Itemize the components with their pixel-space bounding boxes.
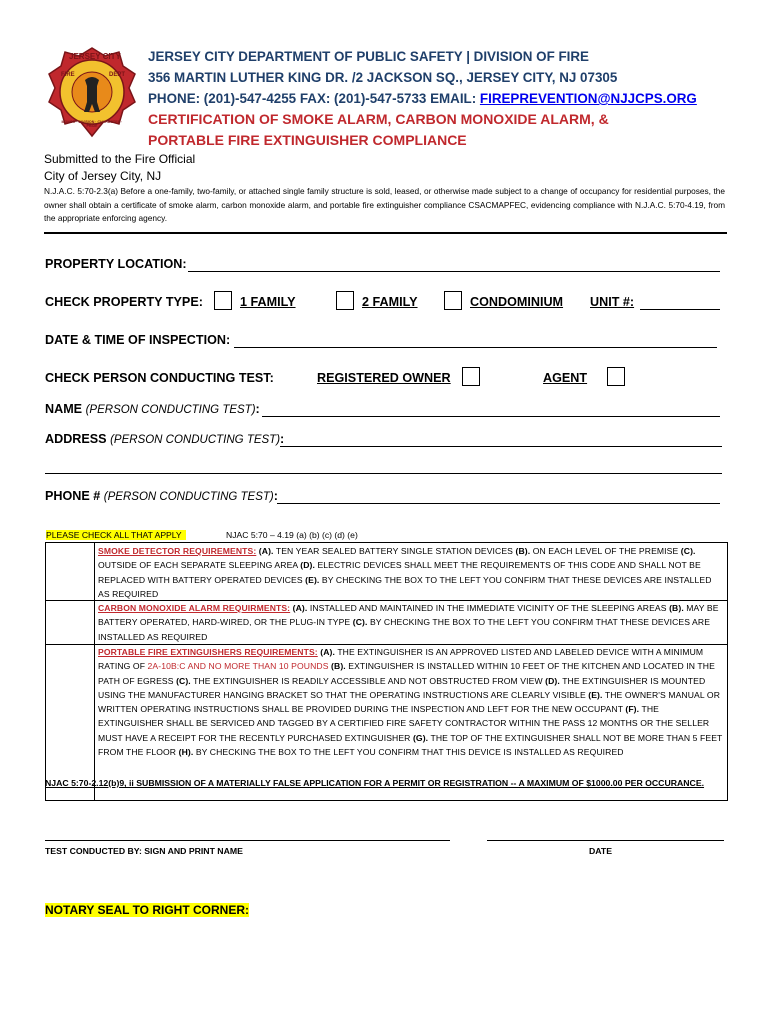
- form-title-line1: CERTIFICATION OF SMOKE ALARM, CARBON MONOXIDE ALARM, &: [148, 111, 609, 127]
- divider: [44, 232, 727, 234]
- address-colon: :: [280, 432, 285, 446]
- smoke-c-tag: (C).: [680, 546, 696, 556]
- smoke-c: OUTSIDE OF EACH SEPARATE SLEEPING AREA: [98, 560, 301, 571]
- registered-owner-label: REGISTERED OWNER: [317, 371, 451, 385]
- smoke-checkbox-cell[interactable]: [46, 543, 94, 600]
- name-note: (PERSON CONDUCTING TEST): [85, 404, 256, 416]
- co-c-tag: (C).: [352, 617, 368, 628]
- submitted-city: City of Jersey City, NJ: [44, 169, 162, 183]
- logo-bottom-text: MONOR · DIVISION · CHARACTER · PRIDE: [61, 120, 123, 128]
- checkbox-column-divider: [94, 543, 95, 800]
- logo-top-text: JERSEY CITY: [69, 52, 121, 61]
- department-address: 356 MARTIN LUTHER KING DR. /2 JACKSON SQ., JERSEY CITY, NJ 07305: [148, 70, 618, 85]
- agent-label: AGENT: [543, 371, 588, 385]
- penalty-notice: NJAC 5:70-2.12(b)9, ii SUBMISSION OF A MATERIALLY FALSE APPLICATION FOR A PERMIT OR REGISTRATION -- A MAXIMUM OF $1000.00 PER OCCURANCE.: [45, 778, 705, 788]
- unit-field[interactable]: [640, 309, 720, 310]
- fire-department-logo: [47, 46, 137, 138]
- pfe-f: THE EXTINGUISHER SHALL BE SERVICED AND TAGGED BY A CERTIFIED FIRE SAFETY CONTRACTOR WITHIN THE PASS 12 MONTHS OR THE SELLER MUST HAVE A RECEIPT FOR THE RECENTLY PURCHASED EXTINGUISHER: [98, 704, 710, 743]
- name-field[interactable]: [262, 416, 720, 417]
- date-label: DATE: [589, 846, 613, 856]
- address-field-line2[interactable]: [45, 473, 722, 474]
- pfe-heading: PORTABLE FIRE EXTINGUISHERS REQUIREMENTS:: [98, 647, 318, 657]
- name-colon: :: [255, 402, 260, 416]
- address-field[interactable]: [280, 446, 722, 447]
- logo-left-text: FIRE: [61, 72, 75, 78]
- pfe-f-tag: (F).: [625, 704, 640, 715]
- co-alarm-requirements: [98, 601, 724, 644]
- check-property-type-label: CHECK PROPERTY TYPE:: [45, 295, 203, 309]
- pfe-a: THE EXTINGUISHER IS AN APPROVED LISTED AND LABELED DEVICE WITH A MINIMUM RATING OF: [98, 647, 704, 672]
- signature-label: TEST CONDUCTED BY: SIGN AND PRINT NAME: [45, 846, 243, 856]
- name-label: [45, 402, 260, 416]
- pfe-g-tag: (G).: [412, 732, 429, 743]
- unit-label: UNIT #:: [590, 295, 635, 309]
- address-label: [45, 432, 284, 446]
- check-all-instruction: PLEASE CHECK ALL THAT APPLY: [46, 530, 186, 540]
- submitted-to: Submitted to the Fire Official: [44, 152, 196, 166]
- co-b: MAY BE BATTERY OPERATED, HARD-WIRED, OR THE PLUG-IN TYPE: [98, 603, 719, 628]
- property-location-field[interactable]: [188, 271, 720, 272]
- pfe-d: THE EXTINGUISHER IS MOUNTED USING THE MANUFACTURER HANGING BRACKET SO THAT THE OPERATING INSTRUCTIONS ARE CLEARLY VISIBLE: [98, 675, 706, 700]
- property-location-label: PROPERTY LOCATION:: [45, 257, 187, 271]
- co-c: BY CHECKING THE BOX TO THE LEFT YOU CONFIRM THAT THESE DEVICES ARE INSTALLED AS REQUIRED: [98, 617, 711, 642]
- co-checkbox-cell[interactable]: [46, 601, 94, 644]
- phone-fax: PHONE: (201)-547-4255 FAX: (201)-547-5733 EMAIL:: [148, 91, 480, 106]
- smoke-a-tag: (A).: [258, 546, 274, 556]
- co-a: INSTALLED AND MAINTAINED IN THE IMMEDIATE VICINITY OF THE SLEEPING AREAS: [307, 603, 670, 613]
- statute-paragraph: N.J.A.C. 5:70-2.3(a) Before a one-family, two-family, or attached single family structure is sold, leased, or otherwise made subject to a change of occupancy for residential purposes, the owner shall obtain a certificate of smoke alarm, carbon monoxide alarm, and portable fire extinguisher compliance CSACMAPFEC, evidencing compliance with N.J.A.C. 5:70-4.19, from the appropriate enforcing agency.: [44, 186, 725, 224]
- check-person-label: CHECK PERSON CONDUCTING TEST:: [45, 371, 274, 385]
- notary-seal-label: NOTARY SEAL TO RIGHT CORNER:: [45, 903, 250, 917]
- condominium-checkbox[interactable]: [444, 291, 462, 310]
- phone-colon: :: [273, 489, 278, 503]
- pfe-g: THE TOP OF THE EXTINGUISHER SHALL NOT BE MORE THAN 5 FEET FROM THE FLOOR: [98, 732, 723, 758]
- phone-field[interactable]: [277, 503, 720, 504]
- registered-owner-checkbox[interactable]: [462, 367, 480, 386]
- email-link[interactable]: FIREPREVENTION@NJJCPS.ORG: [479, 91, 697, 106]
- smoke-d: ELECTRIC DEVICES SHALL MEET THE REQUIREMENTS OF THIS CODE AND SHALL NOT BE REPLACED WITH BATTERY OPERATED DEVICES: [98, 560, 701, 585]
- pfe-c: THE EXTINGUISHER IS READILY ACCESSIBLE AND NOT OBSTRUCTED FROM VIEW: [190, 675, 546, 686]
- address-note: (PERSON CONDUCTING TEST): [110, 434, 281, 446]
- logo-right-text: DEPT: [109, 72, 126, 78]
- inspection-label: DATE & TIME OF INSPECTION:: [45, 333, 231, 347]
- name-text: NAME: [45, 402, 83, 416]
- condominium-label: CONDOMINIUM: [470, 295, 564, 309]
- phone-note: (PERSON CONDUCTING TEST): [103, 491, 274, 503]
- pfe-h: BY CHECKING THE BOX TO THE LEFT YOU CONFIRM THAT THIS DEVICE IS INSTALLED AS REQUIRED: [193, 747, 624, 758]
- co-heading: CARBON MONOXIDE ALARM REQUIRMENTS:: [98, 603, 291, 613]
- department-contact: [148, 90, 697, 107]
- signature-field[interactable]: [45, 840, 450, 841]
- one-family-checkbox[interactable]: [214, 291, 232, 310]
- smoke-b-tag: (B).: [515, 546, 531, 556]
- phone-label: [45, 489, 278, 503]
- smoke-a: TEN YEAR SEALED BATTERY SINGLE STATION DEVICES: [273, 546, 516, 556]
- address-text: ADDRESS: [45, 432, 107, 446]
- pfe-d-tag: (D).: [545, 675, 560, 686]
- co-a-tag: (A).: [292, 603, 308, 613]
- two-family-checkbox[interactable]: [336, 291, 354, 310]
- pfe-a-rating: 2A-10B:C AND NO MORE THAN 10 POUNDS: [147, 661, 329, 672]
- pfe-c-tag: (C).: [176, 675, 191, 686]
- pfe-h-tag: (H).: [178, 747, 194, 758]
- pfe-e: THE OWNER'S MANUAL OR WRITTEN OPERATING INSTRUCTIONS SHALL BE PROVIDED DURING THE INSPECTION AND LEFT FOR THE NEW OCCUPANT: [98, 689, 720, 715]
- date-field[interactable]: [487, 840, 724, 841]
- njac-reference: NJAC 5:70 – 4.19 (a) (b) (c) (d) (e): [226, 530, 358, 540]
- smoke-detector-requirements: [98, 544, 724, 601]
- smoke-d-tag: (D).: [300, 560, 315, 571]
- smoke-heading: SMOKE DETECTOR REQUIREMENTS:: [98, 546, 257, 556]
- department-name: JERSEY CITY DEPARTMENT OF PUBLIC SAFETY | DIVISION OF FIRE: [148, 49, 589, 64]
- phone-text: PHONE #: [45, 489, 101, 503]
- pfe-b: EXTINGUISHER IS INSTALLED WITHIN 10 FEET OF THE KITCHEN AND LOCATED IN THE PATH OF EGRESS: [98, 661, 715, 686]
- requirements-table: [45, 542, 728, 801]
- smoke-e: BY CHECKING THE BOX TO THE LEFT YOU CONFIRM THAT THESE DEVICES ARE INSTALLED AS REQUIRED: [98, 574, 712, 599]
- two-family-label: 2 FAMILY: [362, 295, 418, 309]
- co-b-tag: (B).: [669, 603, 684, 613]
- extinguisher-requirements: [98, 645, 724, 759]
- smoke-b: ON EACH LEVEL OF THE PREMISE: [530, 546, 681, 556]
- form-title-line2: PORTABLE FIRE EXTINGUISHER COMPLIANCE: [148, 132, 467, 148]
- pfe-e-tag: (E).: [588, 689, 603, 700]
- inspection-field[interactable]: [234, 347, 717, 348]
- one-family-label: 1 FAMILY: [240, 295, 296, 309]
- pfe-a-tag: (A).: [320, 647, 335, 657]
- pfe-b-tag: (B).: [331, 661, 346, 672]
- smoke-e-tag: (E).: [305, 574, 320, 585]
- agent-checkbox[interactable]: [607, 367, 625, 386]
